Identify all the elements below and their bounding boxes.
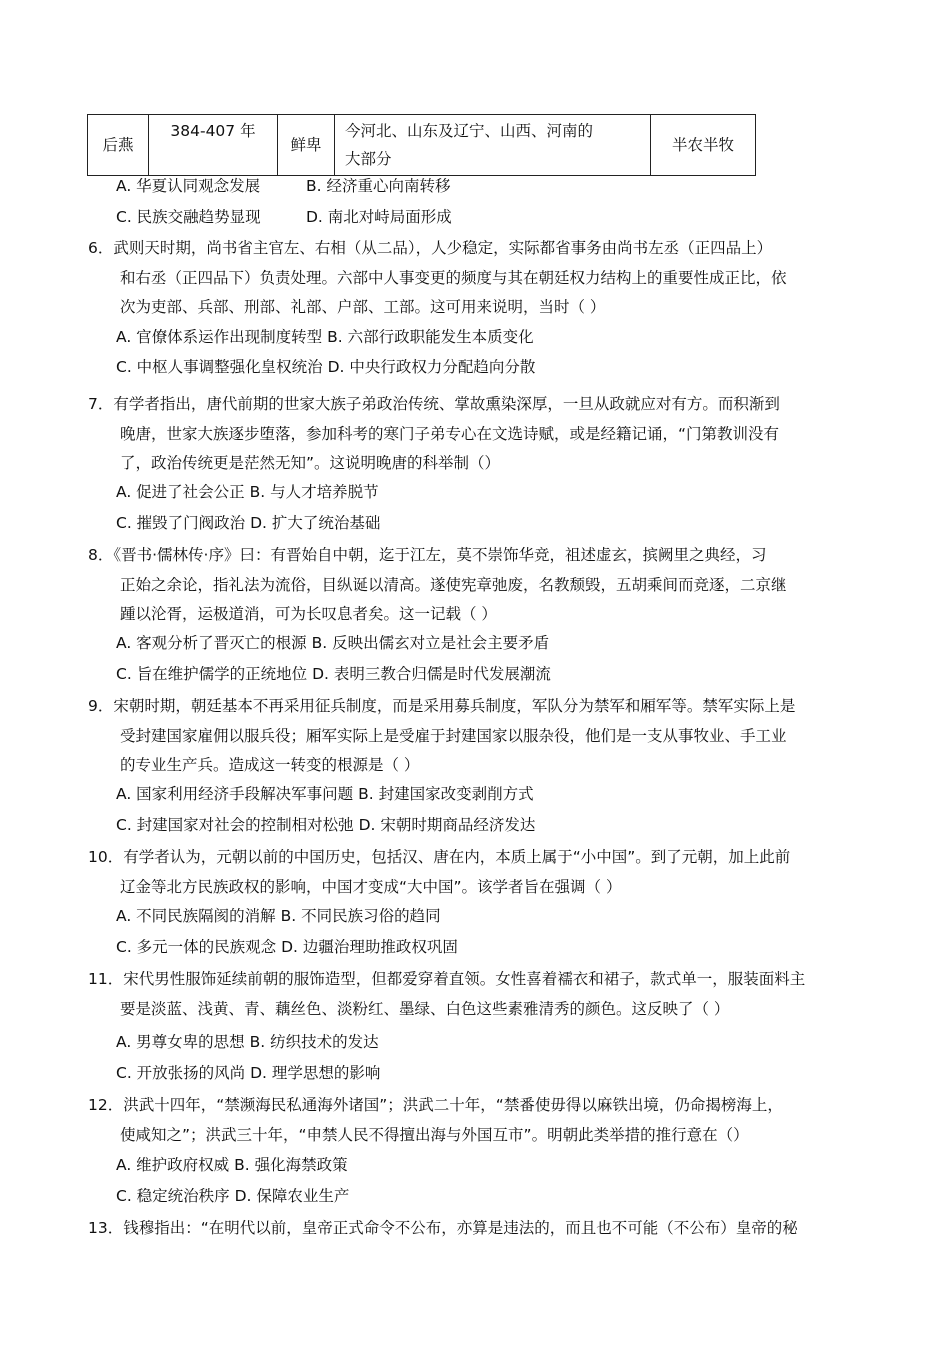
question-7-line: 晚唐，世家大族逐步堕落，参加科考的寒门子弟专心在文选诗赋，或是经籍记诵，“门第教训没有	[120, 425, 780, 443]
question-6-line: 次为吏部、兵部、刑部、礼部、户部、工部。这可用来说明，当时（ ）	[120, 298, 606, 316]
q5-option-c: C. 民族交融趋势显现	[116, 208, 261, 226]
q5-option-d: D. 南北对峙局面形成	[306, 208, 452, 226]
table-cell-region-line: 大部分	[345, 150, 392, 168]
table-cell-ethnicity: 鲜卑	[278, 115, 335, 176]
question-9-line: 受封建国家雇佣以服兵役；厢军实际上是受雇于封建国家以服杂役，他们是一支从事牧业、手工业	[120, 727, 787, 745]
question-7-options: C. 摧毁了门阀政治 D. 扩大了统治基础	[116, 514, 381, 532]
question-6-options: C. 中枢人事调整强化皇权统治 D. 中央行政权力分配趋向分散	[116, 358, 536, 376]
table-cell-region	[335, 115, 651, 176]
table-cell-economy: 半农半牧	[651, 115, 756, 176]
question-10-line: 辽金等北方民族政权的影响，中国才变成“大中国”。该学者旨在强调（ ）	[120, 878, 622, 896]
question-11-line: 11．宋代男性服饰延续前朝的服饰造型，但都爱穿着直领。女性喜着襦衣和裙子，款式单一，服装面料主	[88, 970, 806, 988]
question-11-options: A. 男尊女卑的思想 B. 纺织技术的发达	[116, 1033, 379, 1051]
question-11-options: C. 开放张扬的风尚 D. 理学思想的影响	[116, 1064, 381, 1082]
question-13-line: 13．钱穆指出：“在明代以前，皇帝正式命令不公布，亦算是违法的，而且也不可能（不公布）皇帝的秘	[88, 1219, 798, 1237]
question-6-options: A. 官僚体系运作出现制度转型 B. 六部行政职能发生本质变化	[116, 328, 534, 346]
table-cell-region-line: 今河北、山东及辽宁、山西、河南的	[345, 122, 594, 140]
q5-option-a: A. 华夏认同观念发展	[116, 177, 261, 195]
q5-option-b: B. 经济重心向南转移	[306, 177, 451, 195]
question-12-line: 使咸知之”；洪武三十年，“申禁人民不得擅出海与外国互市”。明朝此类举措的推行意在（）	[120, 1126, 749, 1144]
question-9-options: C. 封建国家对社会的控制相对松弛 D. 宋朝时期商品经济发达	[116, 816, 536, 834]
table-row	[88, 115, 756, 176]
question-7-line: 了，政治传统更是茫然无知”。这说明晚唐的科举制（）	[120, 454, 501, 472]
dynasty-table	[87, 114, 756, 176]
question-9-options: A. 国家利用经济手段解决军事问题 B. 封建国家改变剥削方式	[116, 785, 534, 803]
question-9-line: 的专业生产兵。造成这一转变的根源是（ ）	[120, 756, 420, 774]
question-12-line: 12．洪武十四年，“禁濒海民私通海外诸国”；洪武二十年，“禁番使毋得以麻铁出境，仍命揭榜海上，	[88, 1096, 783, 1114]
table-cell-years: 384-407 年	[149, 115, 278, 176]
question-9-line: 9．宋朝时期，朝廷基本不再采用征兵制度，而是采用募兵制度，军队分为禁军和厢军等。禁军实际上是	[88, 697, 796, 715]
question-12-options: C. 稳定统治秩序 D. 保障农业生产	[116, 1187, 350, 1205]
question-8-options: C. 旨在维护儒学的正统地位 D. 表明三教合归儒是时代发展潮流	[116, 665, 551, 683]
question-7-options: A. 促进了社会公正 B. 与人才培养脱节	[116, 483, 379, 501]
question-6-line: 和右丞（正四品下）负责处理。六部中人事变更的频度与其在朝廷权力结构上的重要性成正比，依	[120, 269, 787, 287]
question-6-line: 6．武则天时期，尚书省主官左、右相（从二品），人少稳定，实际都省事务由尚书左丞（正四品上）	[88, 239, 773, 257]
question-10-options: C. 多元一体的民族观念 D. 边疆治理助推政权巩固	[116, 938, 458, 956]
table-cell-dynasty: 后燕	[88, 115, 149, 176]
question-10-options: A. 不同民族隔阂的消解 B. 不同民族习俗的趋同	[116, 907, 441, 925]
question-8-options: A. 客观分析了晋灭亡的根源 B. 反映出儒玄对立是社会主要矛盾	[116, 634, 550, 652]
question-11-line: 要是淡蓝、浅黄、青、藕丝色、淡粉红、墨绿、白色这些素雅清秀的颜色。这反映了（ ）	[120, 1000, 730, 1018]
question-8-line: 正始之余论，指礼法为流俗，目纵诞以清高。遂使宪章弛废，名教颓毁，五胡乘间而竞逐，二京继	[120, 576, 787, 594]
question-10-line: 10．有学者认为，元朝以前的中国历史，包括汉、唐在内，本质上属于“小中国”。到了元朝，加上此前	[88, 848, 791, 866]
question-7-line: 7．有学者指出，唐代前期的世家大族子弟政治传统、掌故熏染深厚，一旦从政就应对有方。而积渐到	[88, 395, 780, 413]
question-12-options: A. 维护政府权威 B. 强化海禁政策	[116, 1156, 348, 1174]
question-8-line: 8．《晋书·儒林传·序》曰：有晋始自中朝，迄于江左，莫不崇饰华竞，祖述虚玄，摈阙里之典经，习	[88, 546, 767, 564]
question-8-line: 踵以沦胥，运极道消，可为长叹息者矣。这一记载（ ）	[120, 605, 497, 623]
